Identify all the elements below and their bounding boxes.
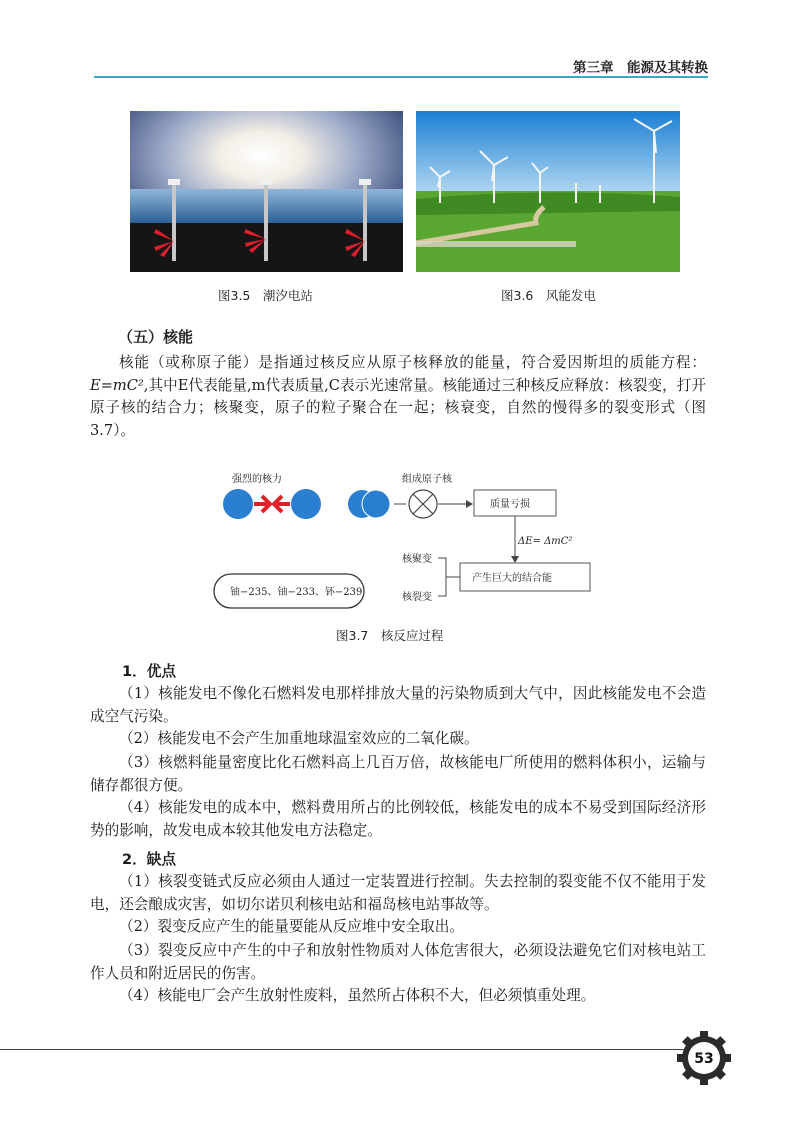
disadvantage-item-2: （2）裂变反应产生的能量要能从反应堆中安全取出。 xyxy=(119,918,464,935)
nuclear-reaction-diagram xyxy=(210,466,600,616)
binding-energy-label: 产生巨大的结合能 xyxy=(472,573,552,584)
tidal-power-photo xyxy=(130,111,403,272)
attraction-arrows xyxy=(254,496,290,512)
merged-nucleus xyxy=(362,490,390,518)
intro-line-1: 核能（或称原子能）是指通过核反应从原子核释放的能量，符合爱因斯坦的质能方 xyxy=(119,354,676,371)
strong-force-label: 强烈的核力 xyxy=(232,474,282,485)
mass-energy-formula: E=mC² xyxy=(90,376,144,394)
mass-defect-label: 质量亏损 xyxy=(490,499,530,510)
intro-paragraph xyxy=(90,352,706,442)
disadvantages-heading: 2．缺点 xyxy=(122,851,176,868)
page-number-badge xyxy=(676,1030,732,1086)
advantage-item-2: （2）核能发电不会产生加重地球温室效应的二氧化碳。 xyxy=(119,730,479,747)
header-rule xyxy=(94,76,708,78)
intro-rest: 核裂变，打开原子核的结合力；核聚变，原子的粒子聚合在一起；核衰变，自然的慢得多的裂变形式（图 3.7）。 xyxy=(90,376,706,439)
fusion-label: 核聚变 xyxy=(402,554,432,565)
footer-rule xyxy=(0,1049,690,1050)
figure-3-6-caption: 图3.6 风能发电 xyxy=(501,288,596,303)
page-header xyxy=(94,56,708,76)
chapter-title: 第三章 能源及其转换 xyxy=(573,60,708,76)
page-number: 53 xyxy=(694,1051,714,1067)
disadvantage-item-3: （3）裂变反应中产生的中子和放射性物质对人体危害很大，必须设法避免它们对核电站工作人员和附近居民的伤害。 xyxy=(90,942,706,982)
fission-label: 核裂变 xyxy=(402,592,432,603)
form-nucleus-label: 组成原子核 xyxy=(402,474,452,485)
fuel-label: 铀−235、铀−233、钚−239 xyxy=(230,587,363,598)
proton-right-atom xyxy=(291,489,321,519)
disadvantage-item-1: （1）核裂变链式反应必须由人通过一定装置进行控制。失去控制的裂变能不仅不能用于发电，还会酿成灾害，如切尔诺贝利核电站和福岛核电站事故等。 xyxy=(90,873,706,913)
proton-left-atom xyxy=(223,489,253,519)
figure-3-7-caption: 图3.7 核反应过程 xyxy=(336,628,444,643)
delta-formula-label: ΔE= ΔmC² xyxy=(518,536,573,547)
disadvantage-item-4: （4）核能电厂会产生放射性废料，虽然所占体积不大，但必须慎重处理。 xyxy=(119,987,596,1004)
figure-3-5-caption: 图3.5 潮汐电站 xyxy=(218,288,313,303)
section-heading: （五）核能 xyxy=(118,328,194,346)
advantage-item-4: （4）核能发电的成本中，燃料费用所占的比例较低，核能发电的成本不易受到国际经济形势的影响，故发电成本较其他发电方法稳定。 xyxy=(90,799,706,839)
intro-line-2-prefix: 程： xyxy=(675,354,706,371)
advantage-item-3: （3）核燃料能量密度比化石燃料高上几百万倍，故核能电厂所使用的燃料体积小，运输与储存都很方便。 xyxy=(90,754,706,794)
advantage-item-1: （1）核能发电不像化石燃料发电那样排放大量的污染物质到大气中，因此核能发电不会造成空气污染。 xyxy=(90,685,706,725)
advantages-heading: 1．优点 xyxy=(122,663,176,680)
intro-line-2-suffix: ,其中E代表能量,m代表质量,C表示光速常量。核能通过三种核反应释放： xyxy=(143,376,619,394)
wind-power-photo xyxy=(416,111,680,272)
